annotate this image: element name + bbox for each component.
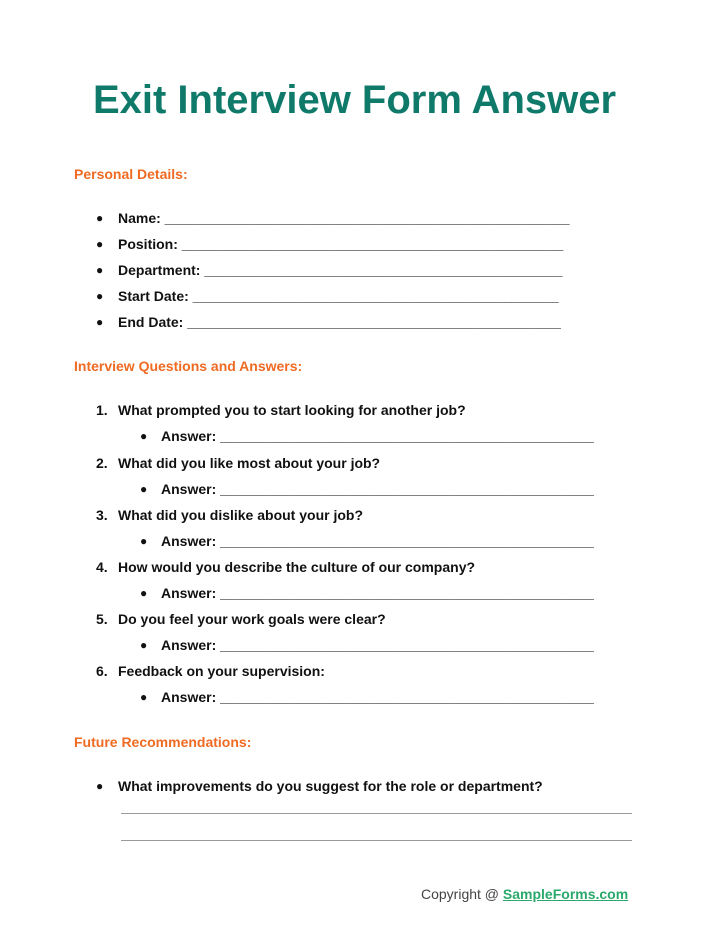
- answer-field[interactable]: Answer: ________________________________________________: [161, 481, 594, 497]
- answer-line[interactable]: [121, 813, 632, 814]
- answer-field[interactable]: Answer: ________________________________________________: [161, 428, 594, 444]
- question-number: 1.: [96, 402, 108, 418]
- question-number: 5.: [96, 611, 108, 627]
- bullet-icon: ●: [140, 534, 148, 548]
- interview-questions-heading: Interview Questions and Answers:: [74, 358, 303, 374]
- bullet-icon: ●: [96, 263, 104, 277]
- bullet-icon: ●: [140, 482, 148, 496]
- field-start-date[interactable]: Start Date: _______________________________________________: [118, 288, 559, 304]
- question-number: 3.: [96, 507, 108, 523]
- improvements-question: What improvements do you suggest for the role or department?: [118, 778, 543, 794]
- field-end-date[interactable]: End Date: ________________________________________________: [118, 314, 561, 330]
- page-title: Exit Interview Form Answer: [92, 78, 617, 122]
- bullet-icon: ●: [96, 315, 104, 329]
- field-name[interactable]: Name: ____________________________________________________: [118, 210, 570, 226]
- copyright-text: Copyright @: [421, 886, 503, 902]
- question-number: 4.: [96, 559, 108, 575]
- answer-field[interactable]: Answer: ________________________________________________: [161, 585, 594, 601]
- brand-link[interactable]: SampleForms.com: [502, 886, 629, 902]
- copyright-notice: [421, 886, 628, 902]
- question-text: How would you describe the culture of our company?: [118, 559, 476, 575]
- question-text: What did you like most about your job?: [118, 455, 381, 471]
- bullet-icon: ●: [96, 237, 104, 251]
- bullet-icon: ●: [96, 289, 104, 303]
- question-number: 6.: [96, 663, 108, 679]
- bullet-icon: ●: [96, 211, 104, 225]
- question-number: 2.: [96, 455, 108, 471]
- field-department[interactable]: Department: ______________________________________________: [118, 262, 563, 278]
- question-text: What prompted you to start looking for another job?: [118, 402, 466, 418]
- field-position[interactable]: Position: _________________________________________________: [118, 236, 564, 252]
- bullet-icon: ●: [140, 638, 148, 652]
- answer-field[interactable]: Answer: ________________________________________________: [161, 689, 594, 705]
- bullet-icon: ●: [140, 690, 148, 704]
- question-text: Feedback on your supervision:: [118, 663, 325, 679]
- bullet-icon: ●: [140, 586, 148, 600]
- personal-details-heading: Personal Details:: [74, 166, 188, 182]
- bullet-icon: ●: [140, 429, 148, 443]
- answer-field[interactable]: Answer: ________________________________________________: [161, 637, 594, 653]
- bullet-icon: ●: [96, 779, 104, 793]
- answer-field[interactable]: Answer: ________________________________________________: [161, 533, 594, 549]
- answer-line[interactable]: [121, 840, 632, 841]
- question-text: What did you dislike about your job?: [118, 507, 363, 523]
- question-text: Do you feel your work goals were clear?: [118, 611, 386, 627]
- future-recommendations-heading: Future Recommendations:: [74, 734, 252, 750]
